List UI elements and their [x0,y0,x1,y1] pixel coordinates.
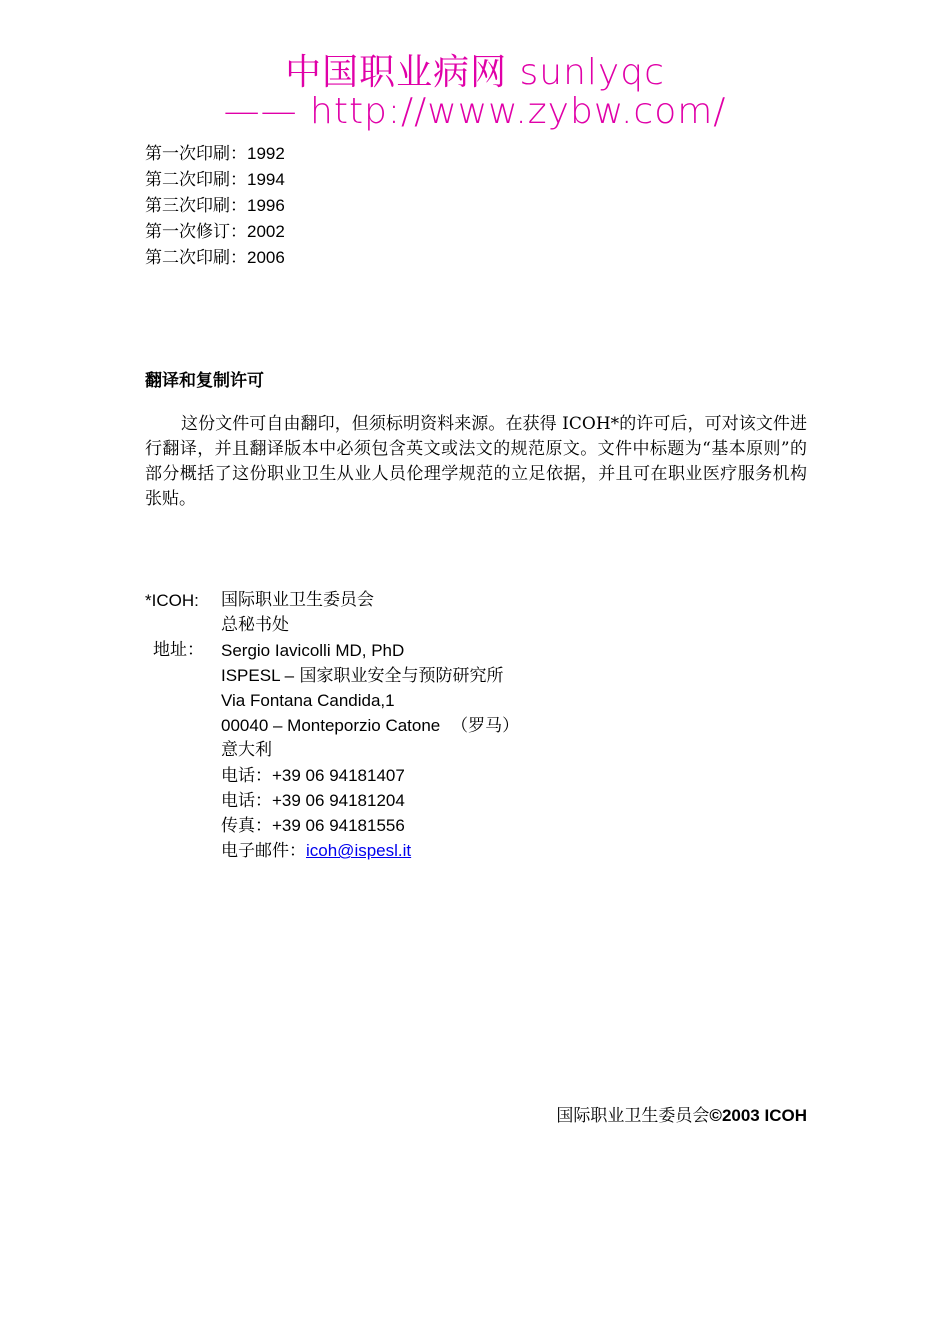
printing-label: 第二次印刷： [145,248,247,268]
printing-year: 2006 [247,248,285,267]
icoh-name: 国际职业卫生委员会 [221,590,374,610]
phone-number: +39 06 94181204 [272,791,405,810]
printing-history [145,141,285,271]
contact-row-icoh [145,588,745,613]
printing-label: 第三次印刷： [145,196,247,216]
printing-year: 1992 [247,144,285,163]
copyright-en: ©2003 ICOH [709,1106,807,1125]
watermark-line-1: 中国职业病网 sunlyqc [285,52,665,93]
printing-row [145,193,285,219]
secretariat: 总秘书处 [221,615,289,635]
institute-abbr: ISPESL – [221,666,295,685]
printing-year: 2002 [247,222,285,241]
contact-row-institute [145,663,745,688]
fax-label: 传真： [221,816,272,836]
watermark-line-2: —— http://www.zybw.com/ [223,91,727,132]
icoh-label: *ICOH: [145,591,199,610]
contact-row-country [145,738,745,763]
street: Via Fontana Candida,1 [221,691,395,710]
contact-row-secretariat [145,613,745,638]
phone-label: 电话： [221,766,272,786]
institute-name: 国家职业安全与预防研究所 [299,666,504,686]
printing-row [145,141,285,167]
phone-number: +39 06 94181407 [272,766,405,785]
address-label: 地址： [153,640,204,660]
printing-year: 1994 [247,170,285,189]
email-label: 电子邮件： [221,841,306,861]
contact-row-street [145,688,745,713]
permission-title: 翻译和复制许可 [145,371,264,391]
city-note: （罗马） [451,716,520,736]
country: 意大利 [221,740,272,760]
printing-label: 第二次印刷： [145,170,247,190]
printing-row [145,245,285,271]
printing-label: 第一次修订： [145,222,247,242]
contact-row-fax [145,813,745,838]
contact-row-phone-1 [145,763,745,788]
contact-block [145,588,745,863]
printing-year: 1996 [247,196,285,215]
printing-label: 第一次印刷： [145,144,247,164]
phone-label: 电话： [221,791,272,811]
contact-person: Sergio Iavicolli MD, PhD [221,641,405,660]
copyright-cn: 国际职业卫生委员会 [556,1106,710,1126]
city: 00040 – Monteporzio Catone [221,716,441,735]
printing-row [145,167,285,193]
printing-row [145,219,285,245]
fax-number: +39 06 94181556 [272,816,405,835]
contact-row-email [145,838,745,863]
permission-paragraph: 这份文件可自由翻印，但须标明资料来源。在获得 ICOH*的许可后，可对该文件进行翻译，并且翻译版本中必须包含英文或法文的规范原文。文件中标题为“基本原则”的部分概括了这份职业卫生从业人员伦理学规范的立足依据，并且可在职业医疗服务机构张贴。 [145,414,807,509]
email-link[interactable]: icoh@ispesl.it [306,841,412,860]
contact-row-address [145,638,745,663]
copyright-notice [556,1101,807,1126]
contact-row-phone-2 [145,788,745,813]
contact-row-city [145,713,745,738]
